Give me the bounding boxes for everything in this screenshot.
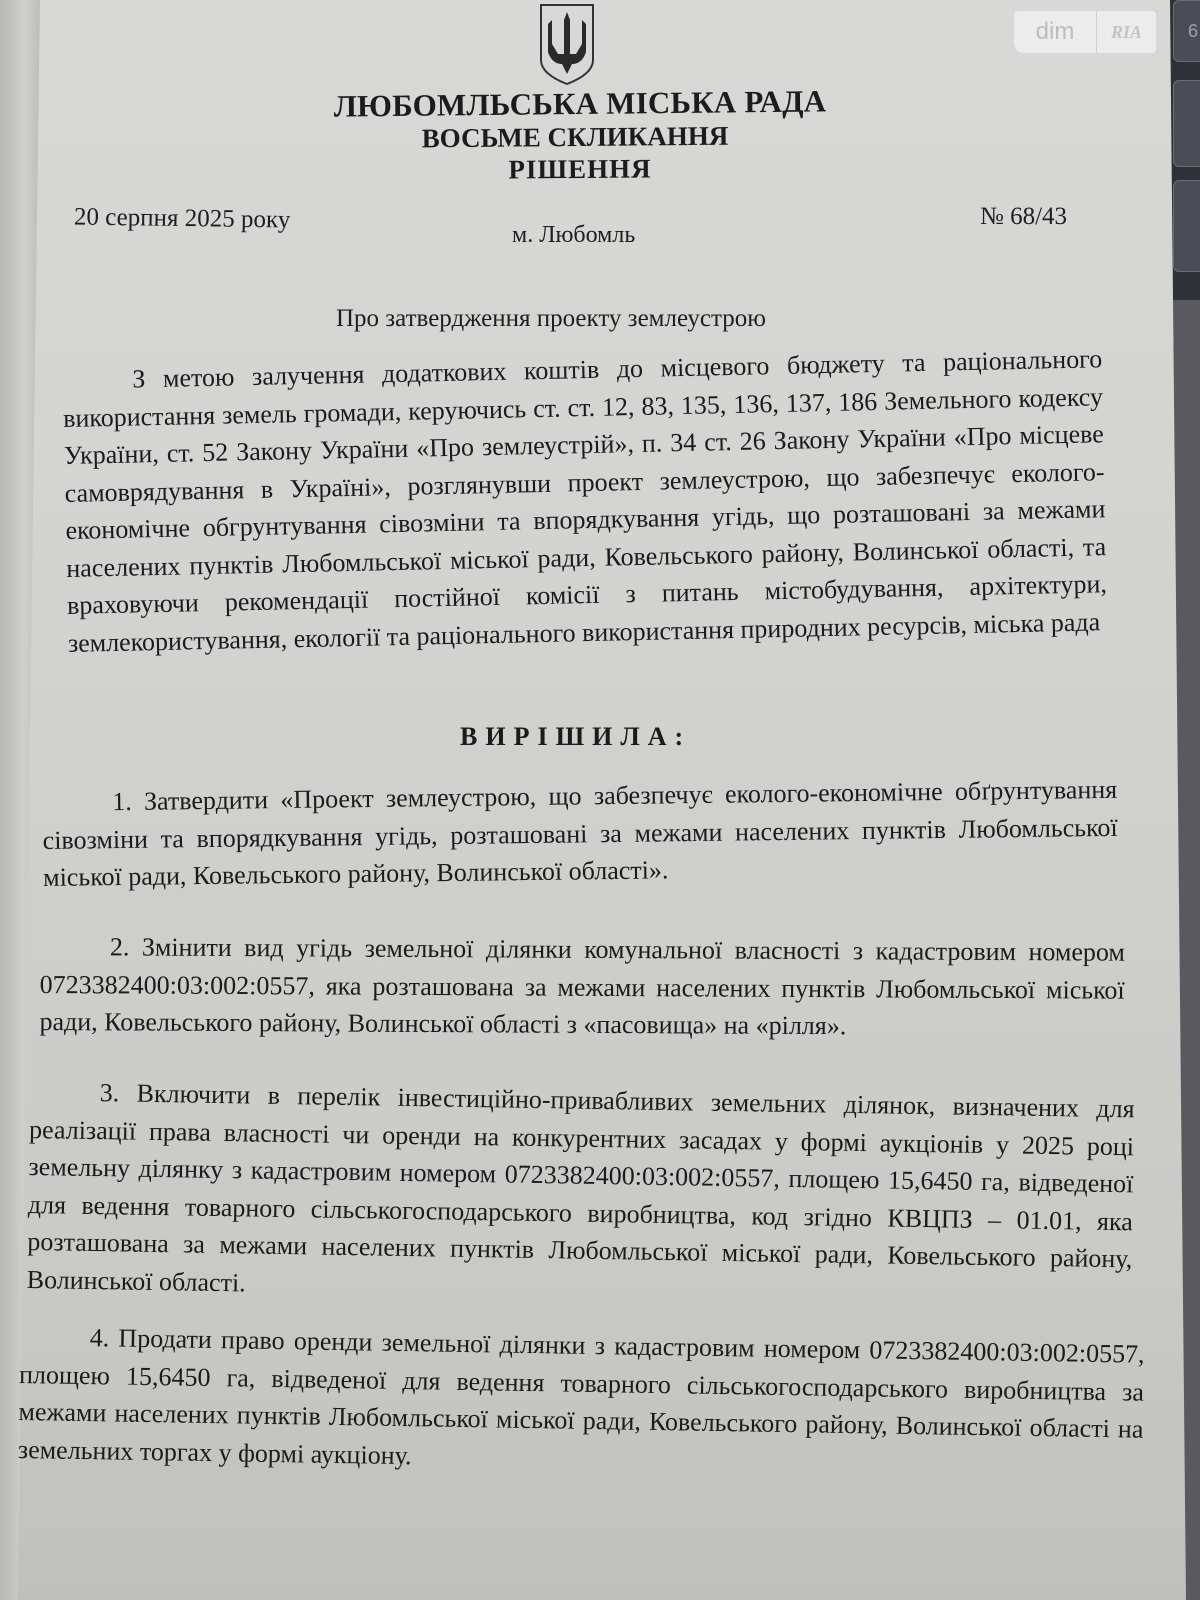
resolution-item-1 — [42, 771, 1118, 897]
document-type: РІШЕННЯ — [508, 153, 652, 185]
resolution-item-text: 3. Включити в перелік інвестиційно-привабливих земельних ділянок, визначених для реалізації права власності чи оренди на конкурентних засадах у формі аукціонів у 2025 році земельну ділянку з кадастровим номером 0723382400:03:002:0557, площею 15,6450 га, відведеної для ведення товарного сільськогосподарського виробництва, код згідно КВЦПЗ – 01.01, яка розташована за межами населених пунктів Любомльської міської ради, Ковельського району, Волинської області. — [26, 1078, 1135, 1297]
decision-date: 20 серпня 2025 року — [73, 203, 291, 234]
resolution-item-text: 4. Продати право оренди земельної ділянки з кадастровим номером 0723382400:03:002:0557, площею 15,6450 га, відведеної для ведення товарного сільськогосподарського виробництва за межами населених пунктів Любомльської міської ради, Ковельського району, Волинської області на земельних торгах у формі аукціону. — [17, 1323, 1145, 1470]
convocation: ВОСЬМЕ СКЛИКАННЯ — [421, 120, 729, 154]
keyboard-key — [1173, 0, 1200, 62]
keyboard-key — [1173, 80, 1200, 167]
trident-emblem-icon — [538, 2, 596, 86]
dimria-watermark — [1014, 11, 1156, 53]
decision-city: м. Любомль — [512, 222, 636, 248]
keyboard-key — [1173, 180, 1200, 272]
preamble-text: З метою залучення додаткових коштів до місцевого бюджету та раціонального використання земель громади, керуючись ст. ст. 12, 83, 135, 136, 137, 186 Земельного кодексу України, ст. 52 Закону України «Про землеустрій», п. 34 ст. 26 Закону України «Про місцеве самоврядування в Україні», розглянувши проект землеустрою, що забезпечує еколого-економічне обгрунтування сівозміни та впорядкування угідь, що розташовані за межами населених пунктів Любомльської міської ради, Ковельського району, Волинської області, та враховуючи рекомендації постійної комісії з питань містобудування, архітектури, землекористування, екології та раціонального використання природних ресурсів, міська рада — [62, 344, 1108, 658]
resolved-heading: ВИРІШИЛА: — [460, 722, 692, 751]
watermark-dim-text: dim — [1035, 18, 1075, 45]
key-glyph: 6 — [1187, 21, 1198, 41]
resolution-item-text: 2. Змінити вид угідь земельної ділянки комунальної власності з кадастровим номером 0723382400:03:002:0557, яка розташована за межами населених пунктів Любомльської міської ради, Ковельського району, Волинської області з «пасовища» на «рілля». — [39, 932, 1125, 1041]
resolution-item-3 — [26, 1073, 1134, 1315]
decision-title: Про затвердження проекту землеустрою — [336, 305, 766, 332]
resolution-item-text: 1. Затвердити «Проект землеустрою, що забезпечує еколого-економічне обґрунтування сівозміни та впорядкування угідь, розташовані за межами населених пунктів Любомльської міської ради, Ковельського району, Волинської області». — [42, 774, 1118, 892]
decision-number: № 68/43 — [980, 203, 1068, 230]
resolution-item-2 — [39, 928, 1125, 1046]
council-name: ЛЮБОМЛЬСЬКА МІСЬКА РАДА — [333, 83, 827, 124]
preamble-paragraph — [62, 340, 1108, 662]
watermark-ria-text: RIA — [1110, 21, 1143, 42]
resolution-item-4 — [18, 1318, 1145, 1486]
